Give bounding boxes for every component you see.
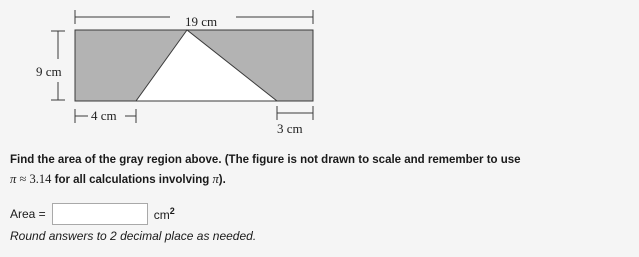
label-3cm: 3 cm xyxy=(277,121,303,136)
question-part-1: Find the area of the gray region above. (The figure is not drawn to scale and remember to use xyxy=(10,154,521,166)
area-label: Area = xyxy=(10,207,46,221)
approx-symbol: ≈ xyxy=(19,172,27,186)
rounding-note: Round answers to 2 decimal place as needed. xyxy=(10,229,257,243)
pi-value: 3.14 xyxy=(29,172,52,186)
label-9cm: 9 cm xyxy=(36,64,62,79)
label-19cm: 19 cm xyxy=(185,14,218,29)
area-answer-input[interactable] xyxy=(52,203,148,225)
pi-symbol: π xyxy=(10,172,17,186)
question-text xyxy=(10,151,630,190)
dimension-bottom-right xyxy=(277,106,313,120)
pi-symbol-2: π xyxy=(212,172,219,186)
unit-exponent: 2 xyxy=(169,206,175,216)
label-4cm: 4 cm xyxy=(91,108,117,123)
question-part-2: for all calculations involving xyxy=(51,174,213,186)
unit-text: cm xyxy=(153,208,170,222)
area-unit xyxy=(154,206,175,222)
question-part-3: ). xyxy=(218,174,226,186)
answer-row xyxy=(10,201,175,227)
